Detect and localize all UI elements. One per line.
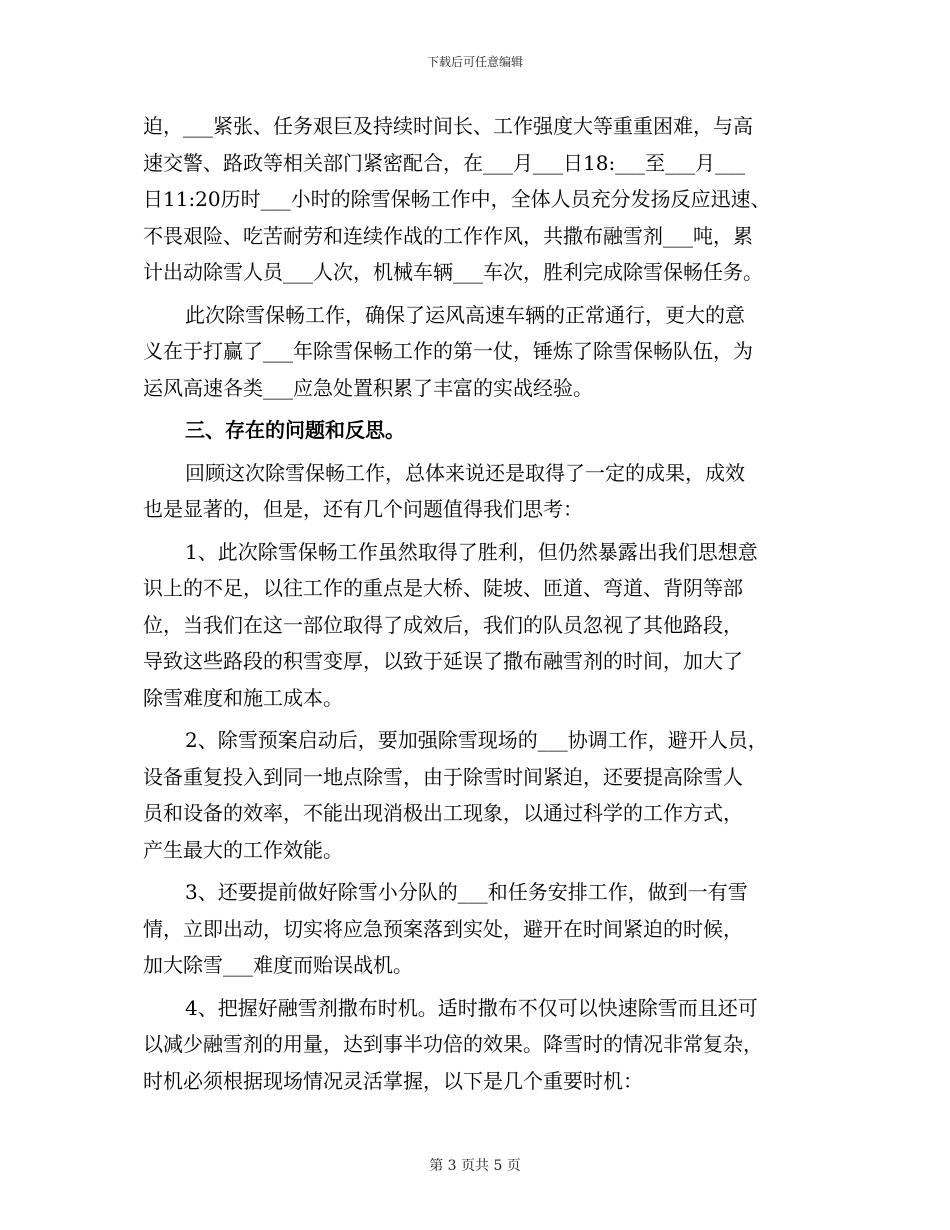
paragraph-first-line: 此次除雪保畅工作，确保了运风高速车辆的正常通行，更大的意 — [185, 302, 745, 327]
paragraph-first-line: 4、把握好融雪剂撒布时机。适时撒布不仅可以快速除雪而且还可 — [185, 995, 758, 1020]
text-line: 以减少融雪剂的用量，达到事半功倍的效果。降雪时的情况非常复杂， — [143, 1032, 763, 1056]
text-line: 速交警、路政等相关部门紧密配合，在___月___日18:___至___月___ — [143, 150, 746, 175]
paragraph-first-line: 1、此次除雪保畅工作虽然取得了胜利，但仍然暴露出我们思想意 — [185, 539, 758, 564]
text-line: 义在于打赢了___年除雪保畅工作的第一仗，锤炼了除雪保畅队伍，为 — [143, 339, 753, 363]
page-footer: 第 3 页共 5 页 — [429, 1158, 521, 1174]
text-line: 产生最大的工作效能。 — [143, 837, 343, 862]
paragraph-first-line: 回顾这次除雪保畅工作，总体来说还是取得了一定的成果，成效 — [185, 460, 745, 485]
text-line: 迫，___紧张、任务艰巨及持续时间长、工作强度大等重重困难，与高 — [143, 114, 753, 138]
document-body — [143, 108, 823, 1099]
text-line: 设备重复投入到同一地点除雪，由于除雪时间紧迫，还要提高除雪人 — [143, 764, 743, 789]
paragraph-first-line: 3、还要提前做好除雪小分队的___和任务安排工作，做到一有雪 — [185, 880, 748, 904]
text-line: 识上的不足，以往工作的重点是大桥、陡坡、匝道、弯道、背阴等部 — [143, 576, 743, 600]
section-heading: 三、存在的问题和反思。 — [185, 418, 405, 442]
text-line: 除雪难度和施工成本。 — [143, 685, 343, 710]
text-line: 日11:20历时___小时的除雪保畅工作中，全体人员充分发扬反应迅速、 — [143, 187, 771, 211]
text-line: 运风高速各类___应急处置积累了丰富的实战经验。 — [143, 375, 593, 400]
page-header: 下载后可任意编辑 — [426, 55, 523, 69]
text-line: 导致这些路段的积雪变厚，以致于延误了撒布融雪剂的时间，加大了 — [143, 649, 743, 673]
text-line: 不畏艰险、吃苦耐劳和连续作战的工作作风，共撒布融雪剂___吨，累 — [143, 223, 753, 248]
text-line: 计出动除雪人员___人次，机械车辆___车次，胜利完成除雪保畅任务。 — [143, 260, 763, 284]
text-line: 加大除雪___难度而贻误战机。 — [143, 953, 413, 977]
text-line: 情，立即出动，切实将应急预案落到实处，避开在时间紧迫的时候， — [143, 916, 743, 941]
paragraph-first-line: 2、除雪预案启动后，要加强除雪现场的___协调工作，避开人员， — [185, 728, 768, 752]
text-line: 时机必须根据现场情况灵活掌握，以下是几个重要时机： — [143, 1068, 643, 1093]
text-line: 位，当我们在这一部位取得了成效后，我们的队员忽视了其他路段， — [143, 612, 743, 637]
text-line: 员和设备的效率，不能出现消极出工现象，以通过科学的工作方式， — [143, 801, 743, 825]
text-line: 也是显著的，但是，还有几个问题值得我们思考： — [143, 497, 583, 521]
